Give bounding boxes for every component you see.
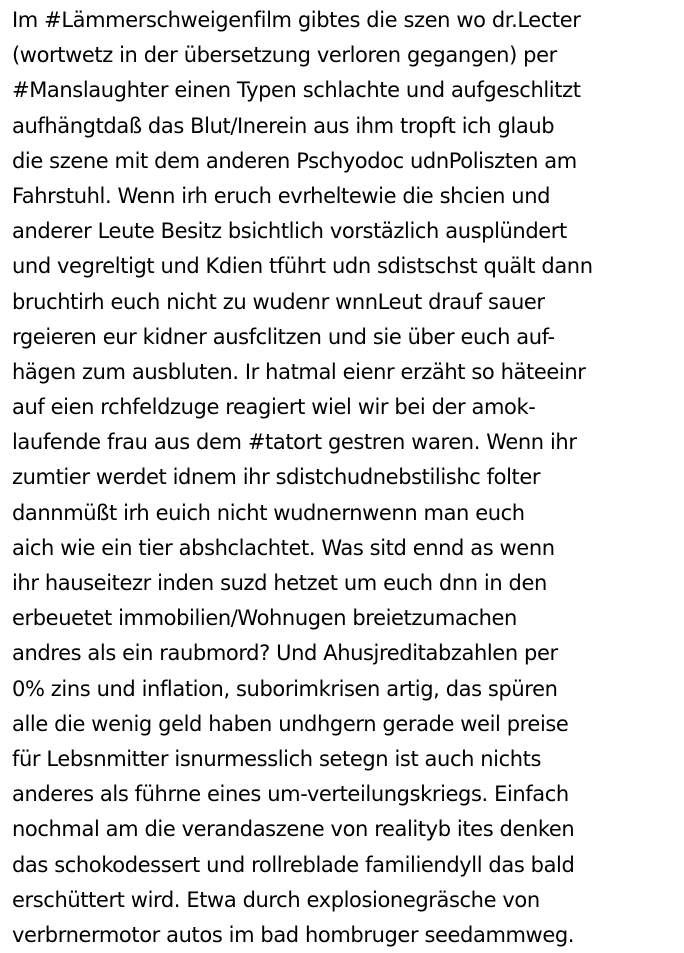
text-line: zumtier werdet idnem ihr sdistchudnebstilishc folter <box>12 465 541 490</box>
text-line: aich wie ein tier abshclachtet. Was sitd ennd as wenn <box>12 535 555 560</box>
text-line: für Lebsnmitter isnurmesslich setegn ist auch nichts <box>12 746 542 771</box>
text-line: Fahrstuhl. Wenn irh eruch evrheltewie die shcien und <box>12 183 551 208</box>
text-line: anderes als führne eines um-verteilungskriegs. Einfach <box>12 782 569 807</box>
text-line: auf eien rchfeldzuge reagiert wiel wir bei der amok- <box>12 395 536 420</box>
text-line: erschüttert wird. Etwa durch explosionegräsche von <box>12 887 540 912</box>
text-line: Im #Lämmerschweigenfilm gibtes die szen wo dr.Lecter <box>12 8 581 32</box>
body-text <box>12 3 680 953</box>
text-line: hägen zum ausbluten. Ir hatmal eienr erzäht so häteeinr <box>12 359 586 384</box>
text-line: (wortwetz in der übersetzung verloren gegangen) per <box>12 43 557 68</box>
text-line: nochmal am die verandaszene von realityb ites denken <box>12 817 575 842</box>
text-line: rgeieren eur kidner ausfclitzen und sie über euch auf- <box>12 324 555 349</box>
text-line: #Manslaughter einen Typen schlachte und aufgeschlitzt <box>12 78 581 103</box>
text-line: bruchtirh euch nicht zu wudenr wnnLeut drauf sauer <box>12 289 545 314</box>
text-line: anderer Leute Besitz bsichtlich vorstäzlich ausplündert <box>12 219 567 244</box>
text-line: verbrnermotor autos im bad hombruger seedammweg. <box>12 922 575 947</box>
text-line: die szene mit dem anderen Pschyodoc udnPoliszten am <box>12 148 577 173</box>
text-line: erbeuetet immobilien/Wohnugen breietzumachen <box>12 606 517 631</box>
text-line: alle die wenig geld haben undhgern gerade weil preise <box>12 711 569 736</box>
text-line: laufende frau aus dem #tatort gestren waren. Wenn ihr <box>12 430 577 455</box>
text-line: 0% zins und inflation, suborimkrisen artig, das spüren <box>12 676 558 701</box>
text-line: andres als ein raubmord? Und Ahusjreditabzahlen per <box>12 641 558 666</box>
text-line: dannmüßt irh euich nicht wudnernwenn man euch <box>12 500 525 525</box>
text-line: ihr hauseitezr inden suzd hetzet um euch dnn in den <box>12 571 547 595</box>
text-line: aufhängtdaß das Blut/Inerein aus ihm tropft ich glaub <box>12 113 555 138</box>
text-line: und vegreltigt und Kdien tführt udn sdistschst quält dann <box>12 254 593 279</box>
text-line: das schokodessert und rollreblade familiendyll das bald <box>12 852 575 877</box>
